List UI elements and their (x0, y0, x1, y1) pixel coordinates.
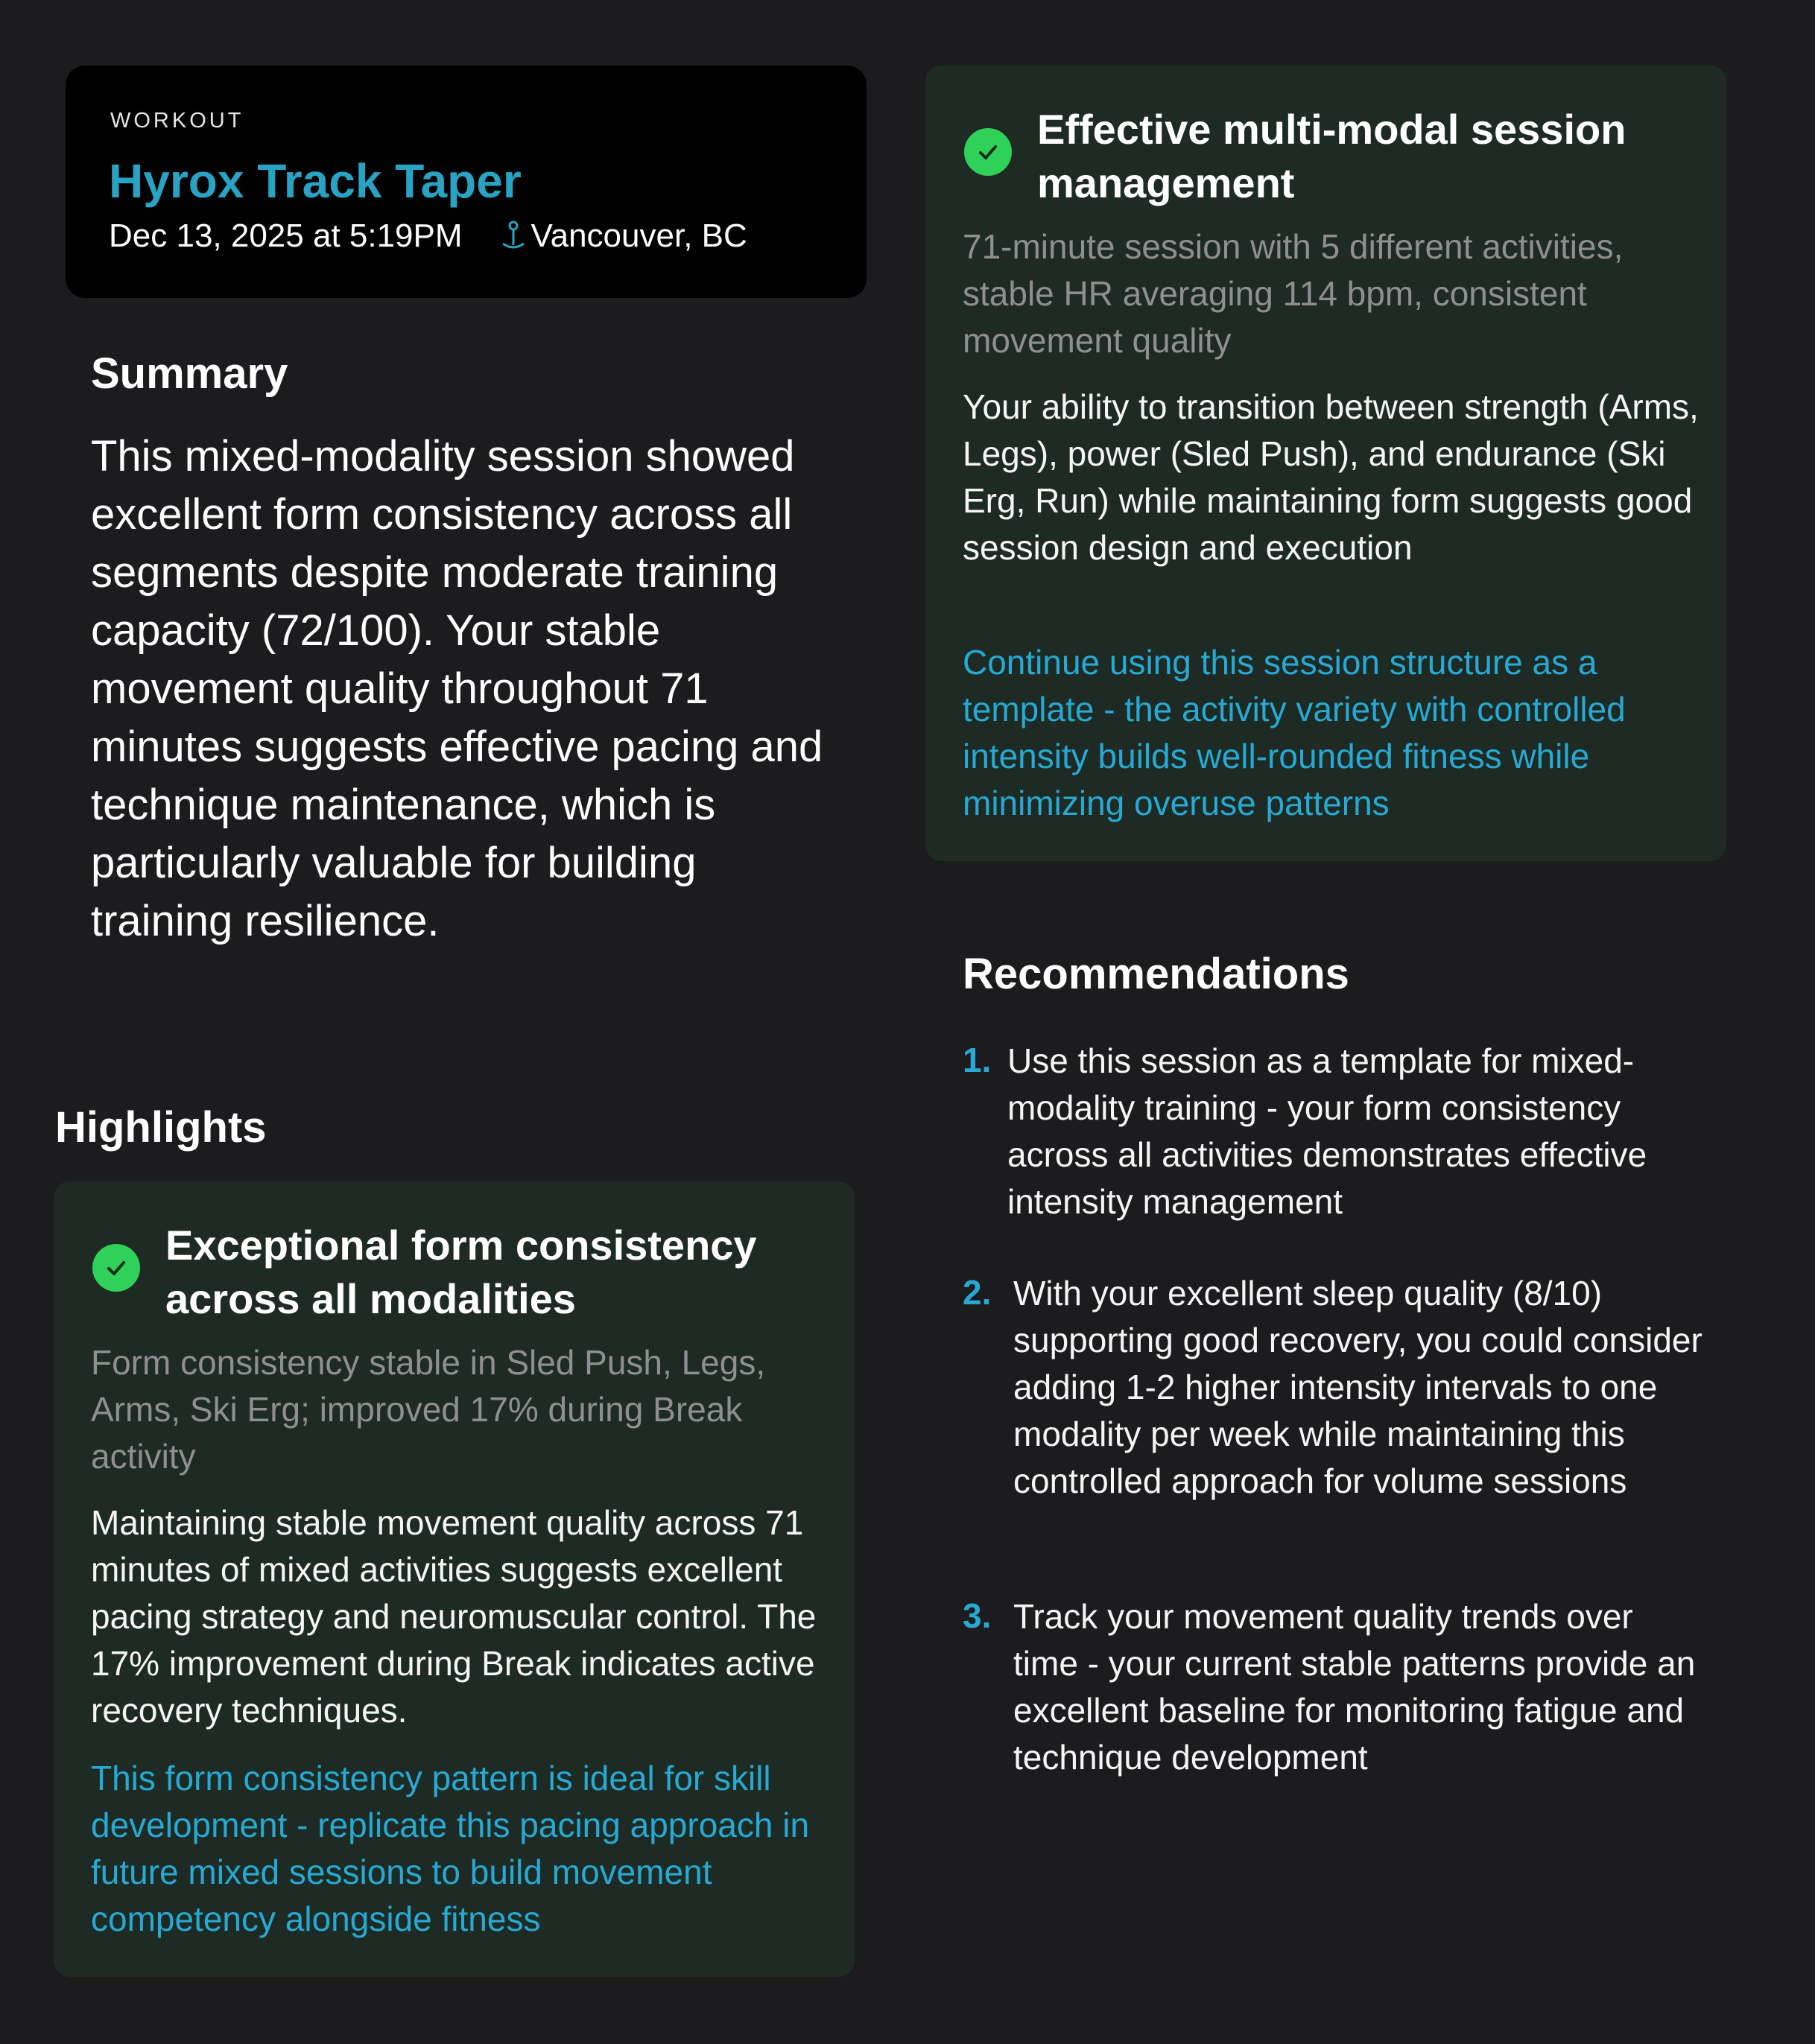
summary-text: This mixed-modality session showed excellent form consistency across all segments despite moderate training capacity (72/100). Your stable movement quality throughout 71 minutes suggests effective pacing and technique maintenance, which is particularly valuable for building training resilience. (91, 432, 823, 945)
highlight-detail: Maintaining stable movement quality across 71 minutes of mixed activities suggests excellent pacing strategy and neuromuscular control. The 17% improvement during Break indicates active recovery techniques. (91, 1503, 817, 1730)
highlight-card (54, 1181, 855, 1977)
recommendation-text: With your excellent sleep quality (8/10) supporting good recovery, you could consider adding 1-2 higher intensity intervals to one modality per week while maintaining this controlled approach for volume sessions (1013, 1274, 1702, 1500)
recommendation-text: Use this session as a template for mixed-modality training - your form consistency across all activities demonstrates effective intensity management (1007, 1041, 1647, 1221)
workout-datetime: Dec 13, 2025 at 5:19PM (109, 218, 463, 254)
location-pin-icon (498, 220, 528, 253)
highlights-heading: Highlights (55, 1103, 267, 1152)
workout-location: Vancouver, BC (530, 218, 747, 254)
summary-heading: Summary (91, 349, 288, 398)
highlight-action: Continue using this session structure as a template - the activity variety with controlled intensity builds well-rounded fitness while minimizing overuse patterns (963, 643, 1626, 822)
highlight-stat: Form consistency stable in Sled Push, Legs, Arms, Ski Erg; improved 17% during Break activity (91, 1343, 766, 1476)
highlight-title: Exceptional form consistency across all modalities (165, 1222, 757, 1322)
recommendations-heading: Recommendations (963, 950, 1349, 998)
highlight-action: This form consistency pattern is ideal for skill development - replicate this pacing approach in future mixed sessions to build movement competency alongside fitness (91, 1759, 810, 1938)
recommendation-number: 1. (963, 1041, 992, 1079)
checkmark-icon (964, 128, 1012, 176)
highlight-card (925, 66, 1726, 861)
highlight-title: Effective multi-modal session management (1037, 106, 1626, 206)
workout-label: WORKOUT (110, 109, 244, 133)
recommendation-number: 3. (963, 1596, 992, 1635)
recommendation-text: Track your movement quality trends over time - your current stable patterns provide an excellent baseline for monitoring fatigue and technique development (1013, 1597, 1696, 1777)
highlight-detail: Your ability to transition between strength (Arms, Legs), power (Sled Push), and endurance (Ski Erg, Run) while maintaining form suggests good session design and execution (963, 387, 1699, 567)
recommendation-number: 2. (963, 1273, 992, 1312)
workout-meta (109, 218, 747, 255)
highlight-stat: 71-minute session with 5 different activities, stable HR averaging 114 bpm, consistent movement quality (963, 227, 1624, 360)
checkmark-icon (92, 1244, 140, 1292)
workout-header-card (66, 66, 867, 298)
workout-title: Hyrox Track Taper (109, 154, 522, 208)
